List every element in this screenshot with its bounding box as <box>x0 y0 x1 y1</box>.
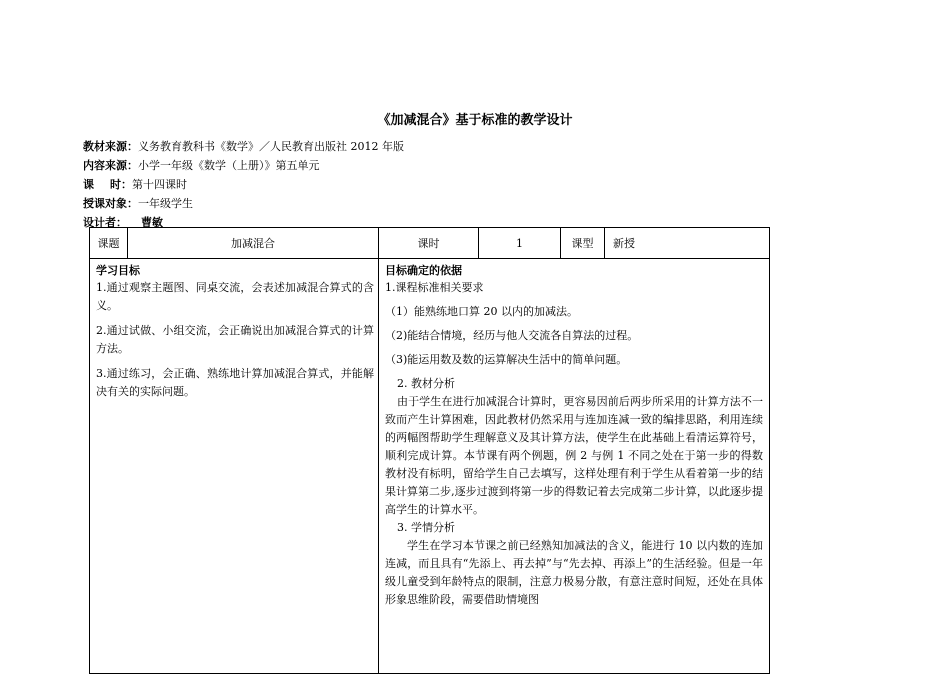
learning-goal-1: 1.通过观察主题图、同桌交流，会表述加减混合算式的含义。 <box>96 281 374 312</box>
period-label: 课时 <box>379 228 479 259</box>
learning-goals-cell <box>90 259 379 674</box>
topic-value: 加减混合 <box>128 228 379 259</box>
period-value: 1 <box>479 228 561 259</box>
learning-goal-2: 2.通过试做、小组交流，会正确说出加减混合算式的计算方法。 <box>96 324 374 355</box>
lesson-table <box>89 227 770 674</box>
standards-item-3: （3)能运用数及数的运算解决生活中的简单问题。 <box>385 353 628 366</box>
meta-audience <box>83 194 404 213</box>
learner-analysis-text: 学生在学习本节课之前已经熟知加减法的含义，能进行 10 以内数的连加连减，而且具有“先添上、再去掉”与“先去掉、再添上”的生活经验。但是一年级儿童受到年龄特点的限制，注意力极易分散，有意注意时间短，还处在具体形象思维阶段，需要借助情境图 <box>385 539 763 606</box>
type-label: 课型 <box>561 228 605 259</box>
learning-goals-heading: 学习目标 <box>96 264 140 277</box>
standards-item-2: （2)能结合情境，经历与他人交流各自算法的过程。 <box>385 329 639 342</box>
meta-designer-label: 设计者： <box>83 216 127 229</box>
table-header-row <box>90 228 770 259</box>
meta-designer-value: 曹敏 <box>141 216 163 229</box>
meta-period-colon: ： <box>121 178 132 191</box>
meta-source <box>83 137 404 156</box>
topic-label: 课题 <box>90 228 128 259</box>
page-title: 《加减混合》基于标准的教学设计 <box>377 113 573 128</box>
meta-source-value: 义务教育教科书《数学》／人民教育出版社 2012 年版 <box>138 140 404 153</box>
meta-info <box>83 137 404 232</box>
meta-source-label: 教材来源： <box>83 140 138 153</box>
meta-period-label <box>83 175 121 194</box>
meta-period-value: 第十四课时 <box>132 178 187 191</box>
meta-audience-label: 授课对象： <box>83 197 138 210</box>
learner-analysis-title: 3. 学情分析 <box>397 521 455 534</box>
meta-content <box>83 156 404 175</box>
learning-goal-3: 3.通过练习，会正确、熟练地计算加减混合算式，并能解决有关的实际问题。 <box>96 367 374 398</box>
textbook-analysis-title: 2. 教材分析 <box>397 377 455 390</box>
textbook-analysis-text: 由于学生在进行加减混合计算时，更容易因前后两步所采用的计算方法不一致而产生计算困难，因此教材仍然采用与连加连减一致的编排思路，利用连续的两幅图帮助学生理解意义及其计算方法，使学生在此基础上看清运算符号，顺利完成计算。本节课有两个例题，例 2 与例 1 不同之处在于第一步的得数教材没有标明，留给学生自己去填写，这样处理有利于学生从看着第一步的结果计算第二步,逐步过渡到将第一步的得数记着去完成第二步计算，以此逐步提高学生的计算水平。 <box>385 395 763 516</box>
standards-title: 1.课程标准相关要求 <box>385 281 484 294</box>
rationale-heading: 目标确定的依据 <box>385 264 462 277</box>
table-body-row <box>90 259 770 674</box>
rationale-cell <box>379 259 770 674</box>
type-value: 新授 <box>605 228 770 259</box>
meta-content-value: 小学一年级《数学（上册）》第五单元 <box>138 159 320 172</box>
meta-content-label: 内容来源： <box>83 159 138 172</box>
meta-audience-value: 一年级学生 <box>138 197 193 210</box>
meta-period <box>83 175 404 194</box>
meta-period-label-a: 课 <box>83 178 101 191</box>
meta-period-label-b: 时 <box>110 178 121 191</box>
standards-item-1: （1）能熟练地口算 20 以内的加减法。 <box>385 305 578 318</box>
